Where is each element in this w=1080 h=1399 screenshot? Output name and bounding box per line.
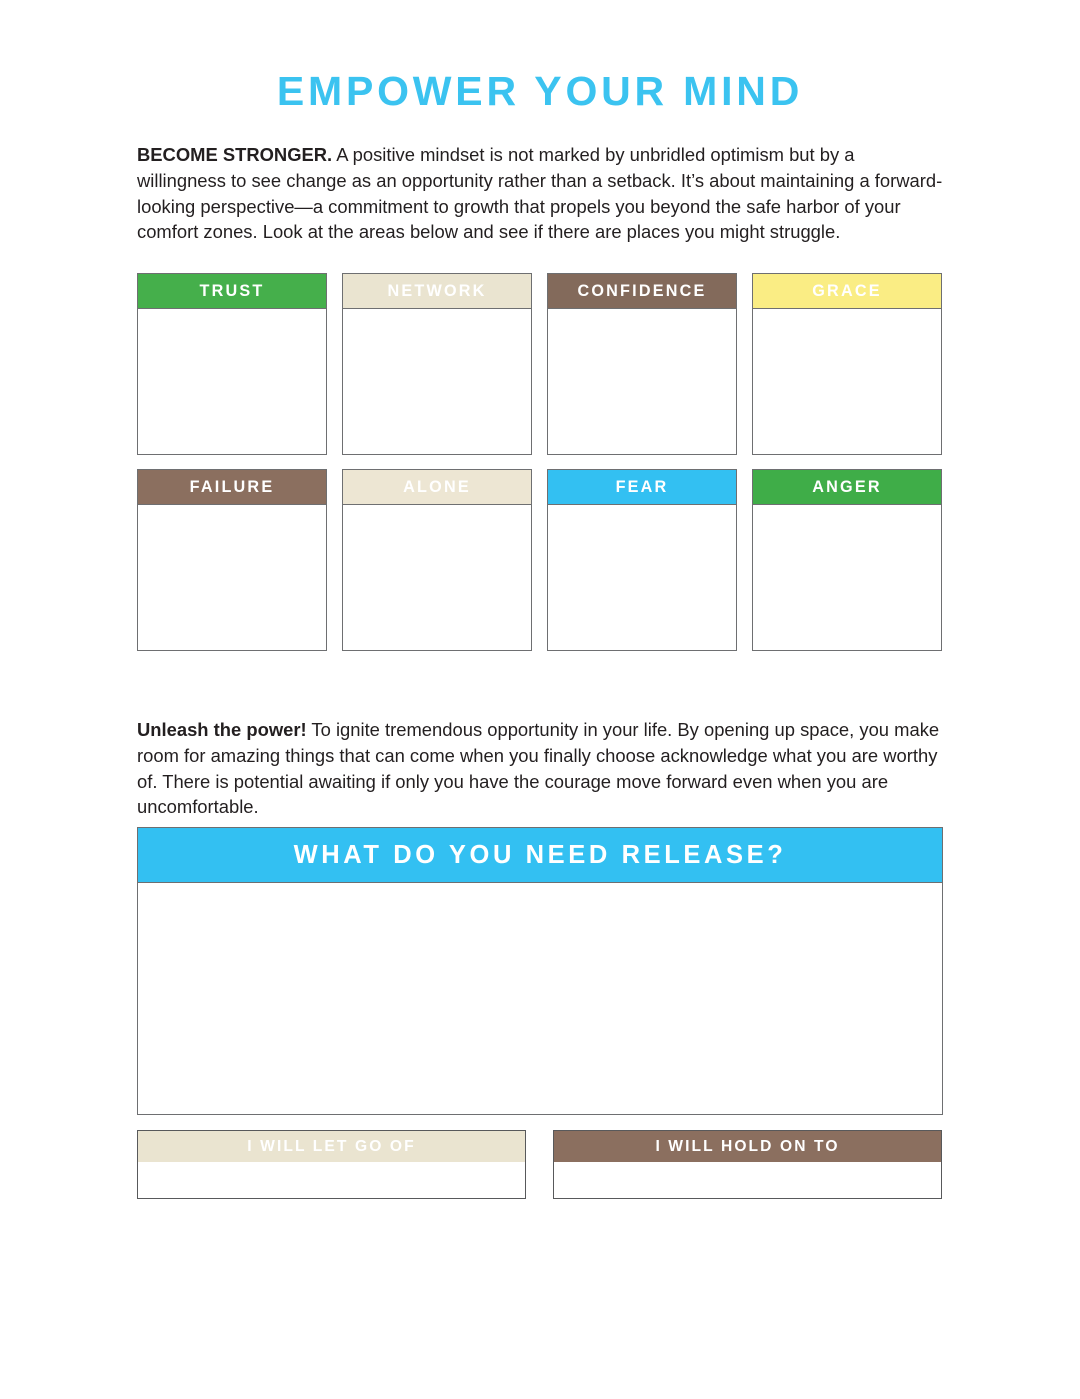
hold-on-to-box[interactable] bbox=[553, 1130, 942, 1199]
trait-box-anger-writing-area[interactable] bbox=[753, 505, 941, 649]
intro-lead-in: BECOME STRONGER. bbox=[137, 144, 333, 166]
trait-box-fear-header bbox=[548, 470, 736, 505]
trait-box-trust-label: TRUST bbox=[199, 282, 265, 300]
let-go-of-writing-area[interactable] bbox=[138, 1162, 525, 1198]
trait-box-failure-writing-area[interactable] bbox=[138, 505, 326, 649]
trait-box-alone-header bbox=[343, 470, 531, 505]
trait-box-network-label: NETWORK bbox=[387, 282, 487, 300]
hold-on-to-label: I WILL HOLD ON TO bbox=[655, 1138, 840, 1155]
unleash-paragraph bbox=[137, 717, 947, 819]
let-go-of-header bbox=[138, 1131, 525, 1162]
trait-box-fear-label: FEAR bbox=[615, 478, 669, 496]
trait-box-alone-label: ALONE bbox=[403, 478, 471, 496]
trait-box-anger-label: ANGER bbox=[812, 478, 882, 496]
release-section-writing-area[interactable] bbox=[138, 883, 942, 1113]
trait-box-confidence-label: CONFIDENCE bbox=[577, 282, 707, 300]
hold-on-to-header bbox=[554, 1131, 941, 1162]
let-go-of-box[interactable] bbox=[137, 1130, 526, 1199]
trait-box-anger-header bbox=[753, 470, 941, 505]
unleash-body-text: To ignite tremendous opportunity in your life. By opening up space, you make room for amazing things that can come when you finally choose acknowledge what you are worthy of. There is potential awaiting if only you have the courage move forward even when you are uncomfortable. bbox=[137, 719, 940, 818]
page-title: EMPOWER YOUR MIND bbox=[276, 68, 804, 114]
intro-body-text: A positive mindset is not marked by unbridled optimism but by a willingness to see change as an opportunity rather than a setback. It’s about maintaining a forward-looking perspective—a commitment to growth that propels you beyond the safe harbor of your comfort zones. Look at the areas below and see if there are places you might struggle. bbox=[137, 144, 943, 243]
trait-box-confidence[interactable] bbox=[547, 273, 737, 455]
intro-paragraph bbox=[137, 142, 947, 244]
hold-on-to-writing-area[interactable] bbox=[554, 1162, 941, 1198]
trait-box-grace[interactable] bbox=[752, 273, 942, 455]
trait-box-trust[interactable] bbox=[137, 273, 327, 455]
trait-box-network[interactable] bbox=[342, 273, 532, 455]
trait-box-trust-header bbox=[138, 274, 326, 309]
release-section-box[interactable] bbox=[137, 827, 943, 1115]
trait-box-fear[interactable] bbox=[547, 469, 737, 651]
trait-box-fear-writing-area[interactable] bbox=[548, 505, 736, 649]
trait-box-trust-writing-area[interactable] bbox=[138, 309, 326, 453]
trait-box-grace-header bbox=[753, 274, 941, 309]
trait-box-anger[interactable] bbox=[752, 469, 942, 651]
trait-box-grace-writing-area[interactable] bbox=[753, 309, 941, 453]
trait-box-network-header bbox=[343, 274, 531, 309]
trait-box-network-writing-area[interactable] bbox=[343, 309, 531, 453]
trait-box-confidence-writing-area[interactable] bbox=[548, 309, 736, 453]
trait-box-failure[interactable] bbox=[137, 469, 327, 651]
release-section-header bbox=[138, 828, 942, 883]
trait-box-failure-label: FAILURE bbox=[189, 478, 275, 496]
let-go-of-label: I WILL LET GO OF bbox=[247, 1138, 416, 1155]
trait-box-confidence-header bbox=[548, 274, 736, 309]
release-section-heading: WHAT DO YOU NEED RELEASE? bbox=[293, 841, 787, 869]
trait-box-alone-writing-area[interactable] bbox=[343, 505, 531, 649]
trait-box-alone[interactable] bbox=[342, 469, 532, 651]
trait-box-failure-header bbox=[138, 470, 326, 505]
trait-box-grace-label: GRACE bbox=[812, 282, 882, 300]
unleash-lead-in: Unleash the power! bbox=[137, 719, 307, 741]
